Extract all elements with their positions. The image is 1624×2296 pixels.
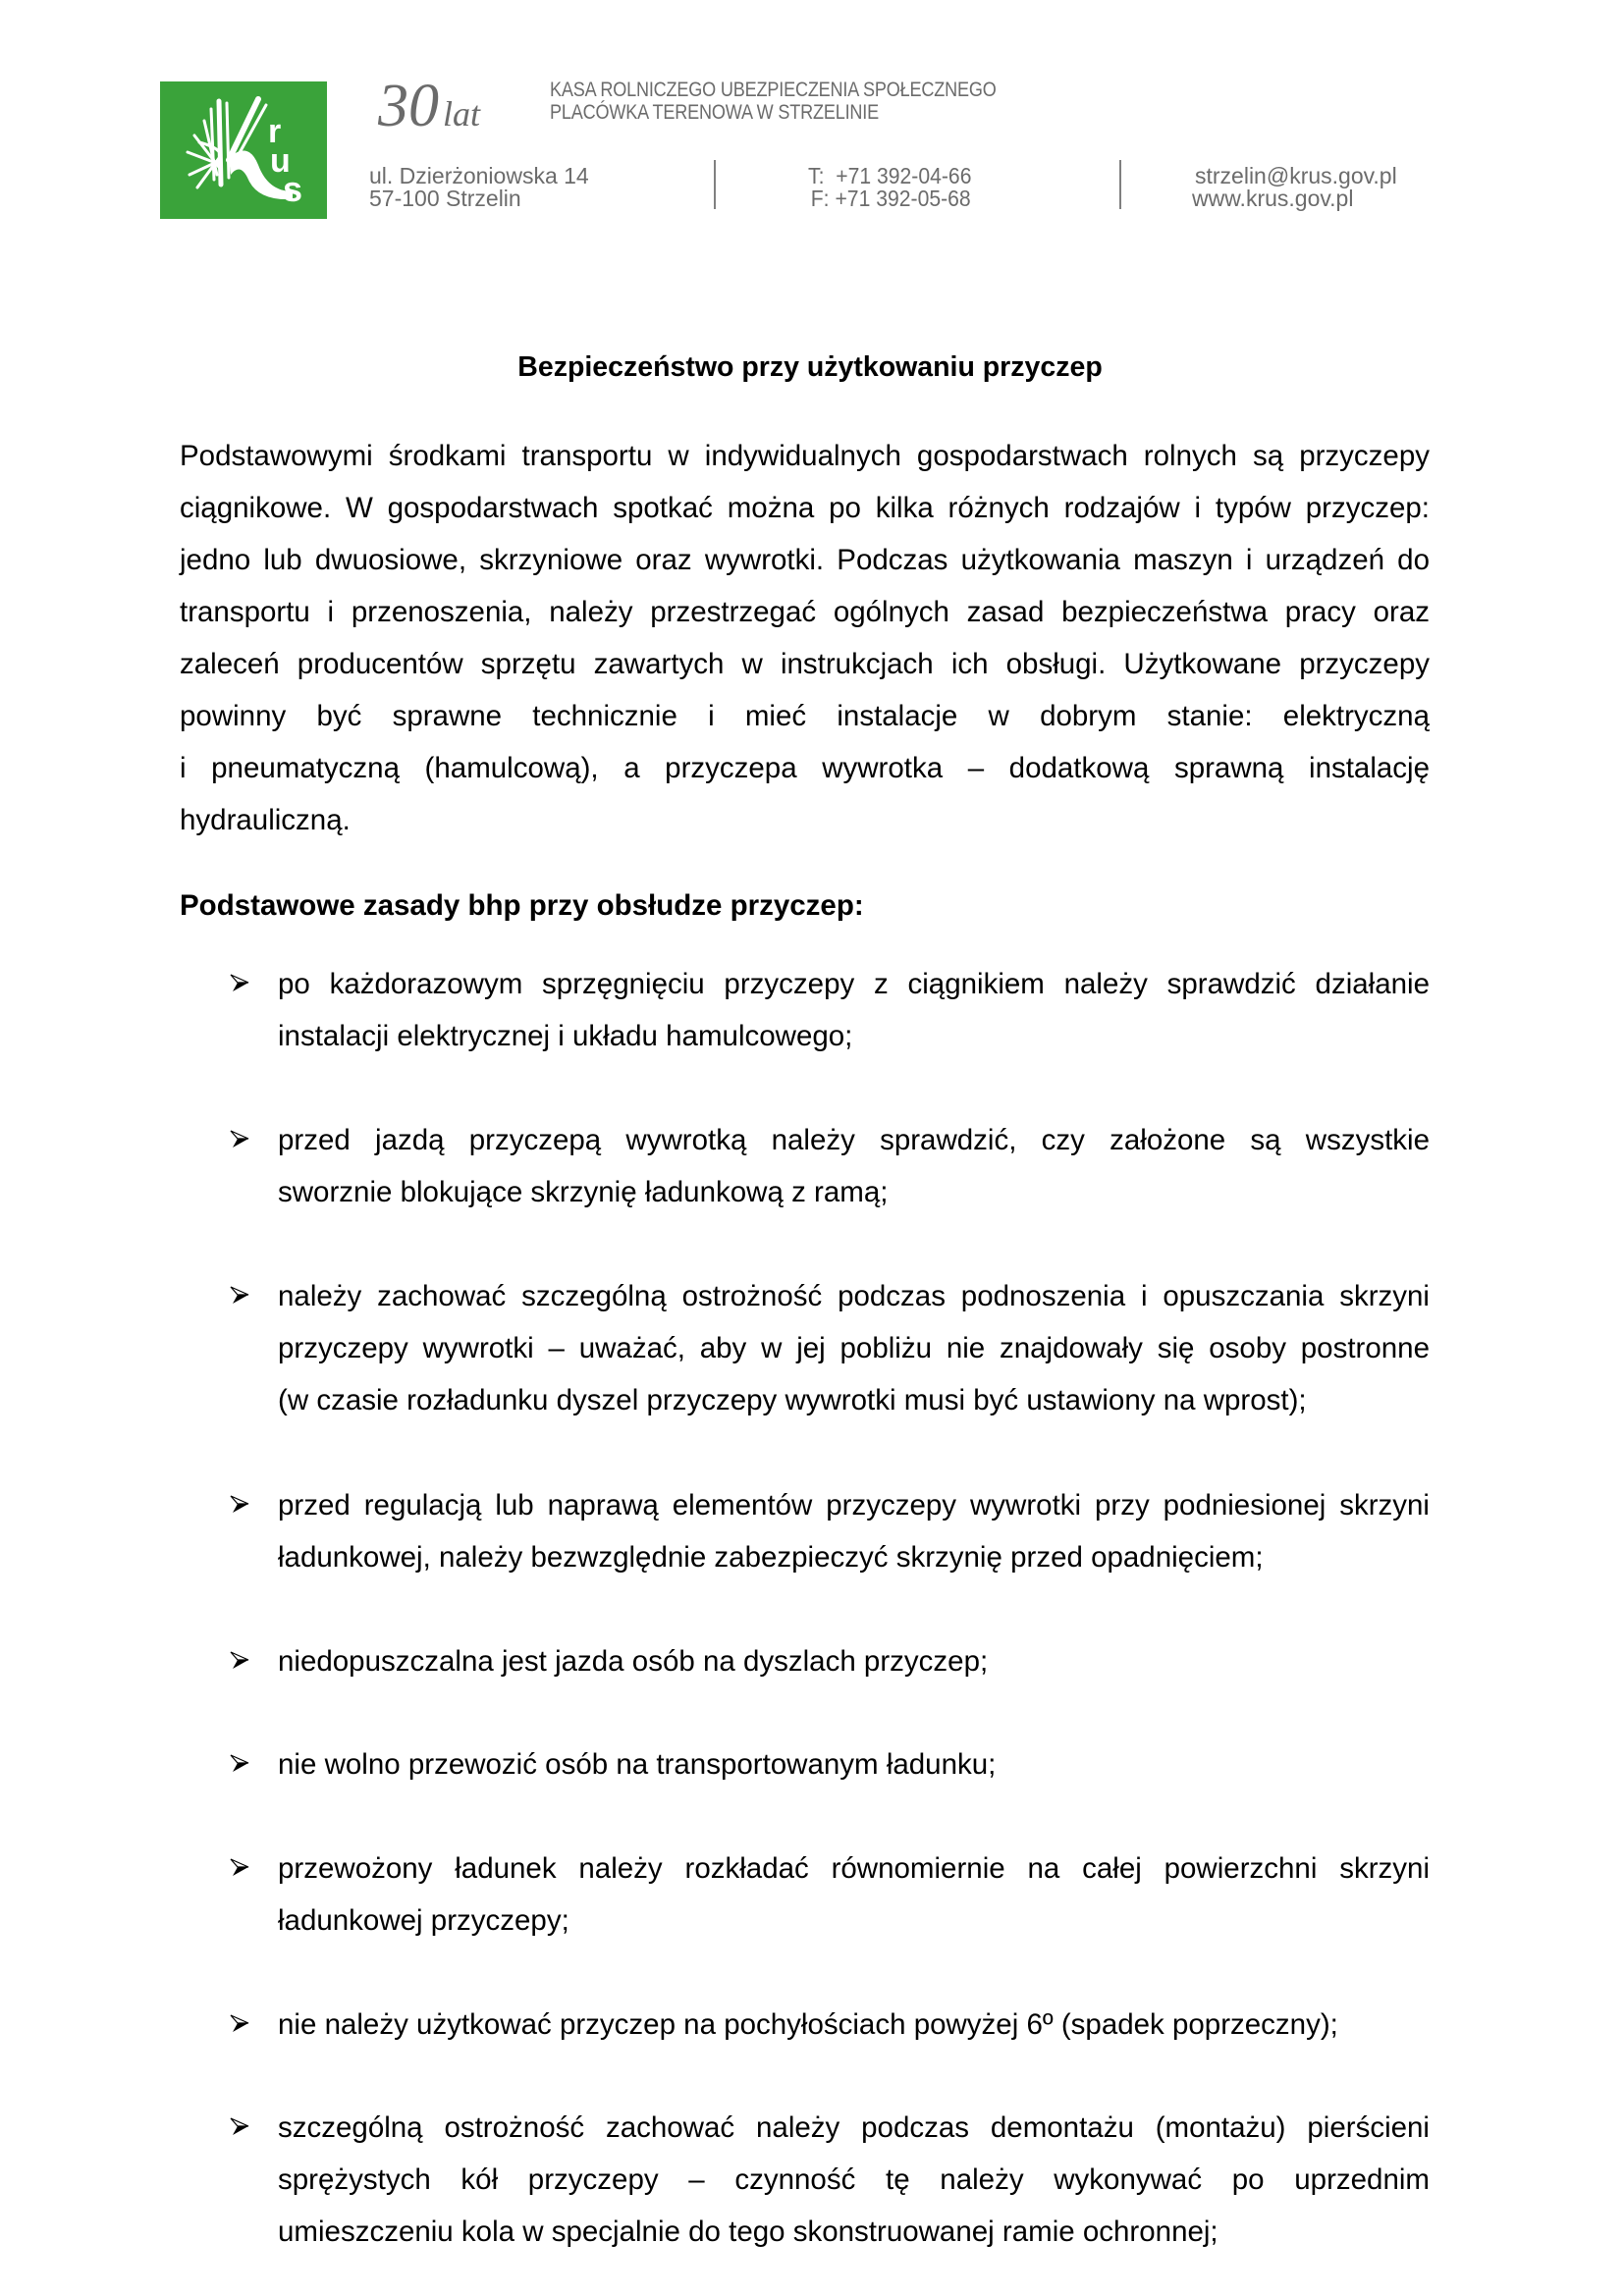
address-city: 57-100 Strzelin xyxy=(369,186,521,211)
paragraph-line: i pneumatyczną (hamulcową), a przyczepa wywrotka – dodatkową sprawną instalację xyxy=(180,752,1430,784)
logo-letter-s: s xyxy=(283,169,303,209)
rule-line: przyczepy wywrotki – uważać, aby w jej pobliżu nie znajdowały się osoby postronne xyxy=(278,1332,1430,1364)
phone-number: T: +71 392-04-66 xyxy=(808,163,972,188)
rule-line: przed jazdą przyczepą wywrotką należy sprawdzić, czy założone są wszystkie xyxy=(278,1124,1430,1156)
arrowhead-bullet-icon xyxy=(230,1494,249,1514)
logo-letter-r: r xyxy=(268,113,282,150)
logo-letter-u: u xyxy=(270,142,291,180)
document-title xyxy=(0,350,1624,384)
arrowhead-bullet-icon xyxy=(230,2013,249,2033)
arrowhead-bullet-icon xyxy=(230,1857,249,1877)
rule-line: sprężystych kół przyczepy – czynność tę należy wykonywać po uprzednim xyxy=(278,2163,1430,2196)
rule-line: sworznie blokujące skrzynię ładunkową z ramą; xyxy=(278,1176,889,1208)
rule-line: instalacji elektrycznej i układu hamulcowego; xyxy=(278,1020,853,1052)
rule-line: należy zachować szczególną ostrożność podczas podnoszenia i opuszczania skrzyni xyxy=(278,1280,1430,1312)
rule-line: nie należy użytkować przyczep na pochyłościach powyżej 6º (spadek poprzeczny); xyxy=(278,2008,1338,2041)
website-link[interactable]: www.krus.gov.pl xyxy=(1192,186,1354,211)
header-divider xyxy=(714,160,716,209)
paragraph-line: zaleceń producentów sprzętu zawartych w instrukcjach ich obsługi. Użytkowane przyczepy xyxy=(180,648,1430,680)
arrowhead-bullet-icon xyxy=(230,973,249,992)
rule-line: przewożony ładunek należy rozkładać równomiernie na całej powierzchni skrzyni xyxy=(278,1852,1430,1885)
arrowhead-bullet-icon xyxy=(230,1650,249,1670)
anniversary-mark xyxy=(376,65,523,143)
rule-line: umieszczeniu kola w specjalnie do tego skonstruowanej ramie ochronnej; xyxy=(278,2216,1218,2248)
rule-line: (w czasie rozładunku dyszel przyczepy wywrotki musi być ustawiony na wprost); xyxy=(278,1384,1307,1416)
arrowhead-bullet-icon xyxy=(230,1129,249,1148)
paragraph-line: jedno lub dwuosiowe, skrzyniowe oraz wywrotki. Podczas użytkowania maszyn i urządzeń do xyxy=(180,544,1430,576)
paragraph-line: hydrauliczną. xyxy=(180,804,351,836)
phone-block xyxy=(808,165,971,210)
rule-line: przed regulacją lub naprawą elementów przyczepy wywrotki przy podniesionej skrzyni xyxy=(278,1489,1430,1522)
rules-heading: Podstawowe zasady bhp przy obsłudze przyczep: xyxy=(180,889,864,922)
rule-line: nie wolno przewozić osób na transportowanym ładunku; xyxy=(278,1748,997,1781)
arrowhead-bullet-icon xyxy=(230,2116,249,2136)
krus-logo-icon xyxy=(160,81,327,219)
krus-logo xyxy=(160,81,327,219)
rule-line: po każdorazowym sprzęgnięciu przyczepy z ciągnikiem należy sprawdzić działanie xyxy=(278,968,1430,1000)
anniversary-text: 30 lat xyxy=(378,73,481,139)
paragraph-line: ciągnikowe. W gospodarstwach spotkać można po kilka różnych rodzajów i typów przyczep: xyxy=(180,492,1430,524)
header-divider xyxy=(1119,160,1121,209)
rule-line: ładunkowej przyczepy; xyxy=(278,1904,569,1937)
address-block xyxy=(369,165,589,210)
fax-number: F: +71 392-05-68 xyxy=(810,186,971,211)
email-link[interactable]: strzelin@krus.gov.pl xyxy=(1195,163,1397,188)
arrowhead-bullet-icon xyxy=(230,1753,249,1773)
rule-line: szczególną ostrożność zachować należy podczas demontażu (montażu) pierścieni xyxy=(278,2111,1430,2144)
organization-name xyxy=(550,79,997,124)
paragraph-line: powinny być sprawne technicznie i mieć instalacje w dobrym stanie: elektryczną xyxy=(180,700,1430,732)
paragraph-line: transportu i przenoszenia, należy przestrzegać ogólnych zasad bezpieczeństwa pracy oraz xyxy=(180,596,1430,628)
rule-line: niedopuszczalna jest jazda osób na dyszlach przyczep; xyxy=(278,1645,989,1678)
paragraph-line: Podstawowymi środkami transportu w indywidualnych gospodarstwach rolnych są przyczepy xyxy=(180,440,1430,472)
org-line-1: KASA ROLNICZEGO UBEZPIECZENIA SPOŁECZNEGO xyxy=(550,79,997,101)
rule-line: ładunkowej, należy bezwzględnie zabezpieczyć skrzynię przed opadnięciem; xyxy=(278,1541,1264,1574)
web-block xyxy=(1192,163,1397,211)
arrowhead-bullet-icon xyxy=(230,1285,249,1305)
address-street: ul. Dzierżoniowska 14 xyxy=(369,163,589,188)
org-line-2: PLACÓWKA TERENOWA W STRZELINIE xyxy=(550,101,880,124)
document-title-text: Bezpieczeństwo przy użytkowaniu przyczep xyxy=(517,351,1103,383)
